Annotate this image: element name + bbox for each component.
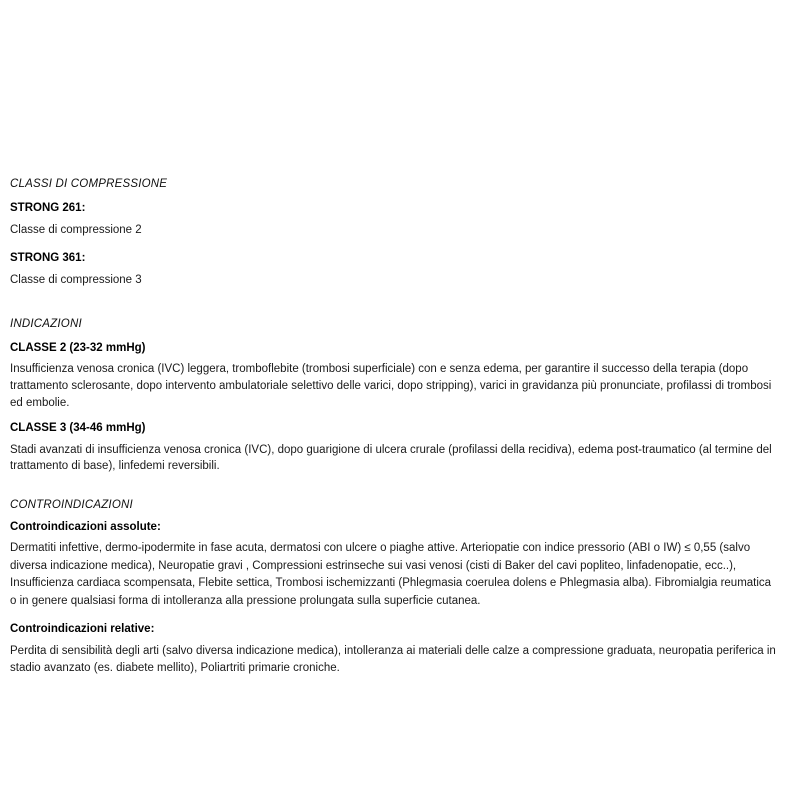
item-text: Insufficienza venosa cronica (IVC) leggera, tromboflebite (trombosi superficiale) con e senza edema, per garantire il successo della terapia (dopo trattamento sclerosante, dopo intervento ambulatoriale selettivo delle varici, dopo stripping), varici in gravidanza più pronunciate, profilassi di trombosi ed embolie. <box>10 363 772 409</box>
item-heading: Controindicazioni relative: <box>10 623 155 636</box>
spacer <box>10 300 778 318</box>
section-indicazioni <box>10 318 778 475</box>
item-heading: STRONG 261: <box>10 201 86 214</box>
item-heading: CLASSE 3 (34-46 mmHg) <box>10 422 146 435</box>
item-text: Classe di compressione 3 <box>10 273 142 286</box>
spacer <box>10 485 778 499</box>
item-text: Perdita di sensibilità degli arti (salvo diversa indicazione medica), intolleranza ai materiali delle calze a compressione graduata, neuropatia periferica in stadio avanzato (es. diabete mellito), Poliartriti primarie croniche. <box>10 644 776 674</box>
item-text: Classe di compressione 2 <box>10 224 142 237</box>
item-text: Stadi avanzati di insufficienza venosa cronica (IVC), dopo guarigione di ulcera crurale (profilassi della recidiva), edema post-traumatico (al termine del trattamento di base), linfedemi reversibili. <box>10 443 772 473</box>
section-classi-di-compressione <box>10 178 778 288</box>
item-heading: STRONG 361: <box>10 251 86 264</box>
item-heading: Controindicazioni assolute: <box>10 520 161 533</box>
section-controindicazioni <box>10 499 778 677</box>
item-heading: CLASSE 2 (23-32 mmHg) <box>10 342 146 354</box>
section-title: CONTROINDICAZIONI <box>10 499 133 512</box>
item-text: Dermatiti infettive, dermo-ipodermite in fase acuta, dermatosi con ulcere o piaghe attive. Arteriopatie con indice pressorio (ABI o IW) ≤ 0,55 (salvo diversa indicazione medica), Neuropatie gravi , Compressioni estrinseche sui vasi venosi (cisti di Baker del cavi popliteo, linfadenopatie, ecc..), Insufficienza cardiaca scompensata, Flebite settica, Trombosi ischemizzanti (Phlegmasia coerulea dolens e Phlegmasia alba). Fibromialgia reumatica o in genere qualsiasi forma di intolleranza alla pressione prolungata sulla superficie cutanea. <box>10 542 772 607</box>
section-title: CLASSI DI COMPRESSIONE <box>10 178 168 190</box>
section-title: INDICAZIONI <box>10 318 82 331</box>
